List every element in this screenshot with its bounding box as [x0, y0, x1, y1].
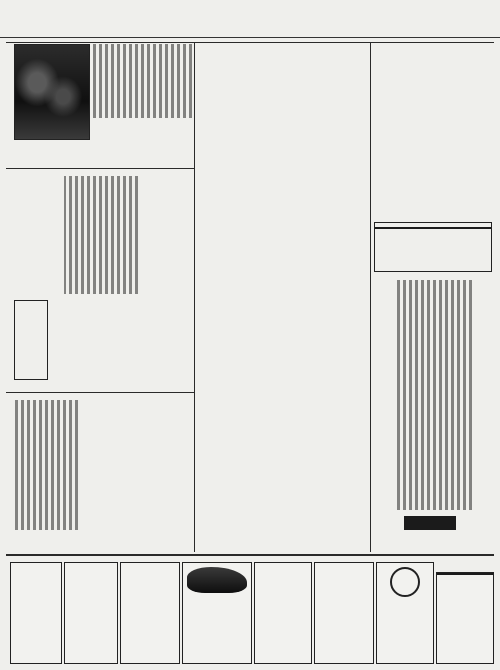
- divider-left-1: [6, 168, 194, 169]
- shoe-illustration: [187, 567, 247, 593]
- boxed-notice-sub: [375, 229, 491, 233]
- colonists-headline1: [348, 44, 364, 128]
- corpse-sub2: [318, 196, 330, 286]
- boxed-notice: [374, 222, 492, 272]
- masthead: [0, 0, 500, 38]
- small-item-a: [378, 320, 392, 410]
- body-text-top-left: [92, 44, 192, 118]
- ceremony-sub: [304, 476, 318, 576]
- divider-ads: [6, 554, 494, 556]
- body-text-left-mid: [64, 176, 138, 294]
- circle-badge-icon: [390, 567, 420, 597]
- body-text-left-lower: [14, 400, 78, 530]
- corpse-headline: [346, 180, 370, 250]
- ad-2: [64, 562, 118, 664]
- body-text-right-col: [394, 280, 472, 510]
- ad-fortune: [436, 572, 494, 664]
- ad-1: [10, 562, 62, 664]
- top-right-kicker: [470, 44, 492, 166]
- weather-col-sub: [28, 196, 48, 296]
- divider-top: [6, 42, 494, 43]
- ceremony-headline: [318, 476, 332, 576]
- disaster-headline2: [248, 250, 282, 374]
- top-right-sub3: [372, 50, 384, 162]
- weather-col-headline: [46, 188, 62, 278]
- divider-vert-right: [370, 42, 371, 552]
- disaster-headline1: [282, 268, 298, 368]
- divider-vert-left: [194, 42, 195, 552]
- top-right-sub2: [384, 50, 408, 178]
- divider-left-2: [6, 392, 194, 393]
- council-headline1: [202, 446, 216, 516]
- photo-top-left: [14, 44, 90, 140]
- ad-7: [376, 562, 434, 664]
- top-right-sub1: [410, 48, 426, 160]
- railway-headline1: [206, 172, 232, 282]
- airdrill-headline2: [98, 396, 118, 516]
- ad-fortune-title: [437, 573, 493, 575]
- colonists-sub1: [300, 44, 312, 154]
- railway-sub2: [138, 176, 158, 306]
- ad-4: [182, 562, 252, 664]
- top-right-headline: [430, 44, 464, 174]
- railway-headline2: [176, 170, 208, 330]
- colonists-headline2: [314, 44, 346, 148]
- ad-3: [120, 562, 180, 664]
- ad-5: [254, 562, 312, 664]
- colonists-sub2: [286, 70, 298, 170]
- small-box-left: [14, 300, 48, 380]
- small-item-c: [470, 470, 488, 550]
- corpse-sub1: [330, 196, 344, 286]
- railway-sub: [160, 176, 174, 306]
- disaster-sub2: [220, 300, 232, 410]
- disaster-sub1: [234, 288, 248, 418]
- gentlemen-label: [404, 516, 456, 530]
- airdrill-headline1: [120, 394, 136, 474]
- airdrill-sub: [80, 410, 96, 530]
- ad-6: [314, 562, 374, 664]
